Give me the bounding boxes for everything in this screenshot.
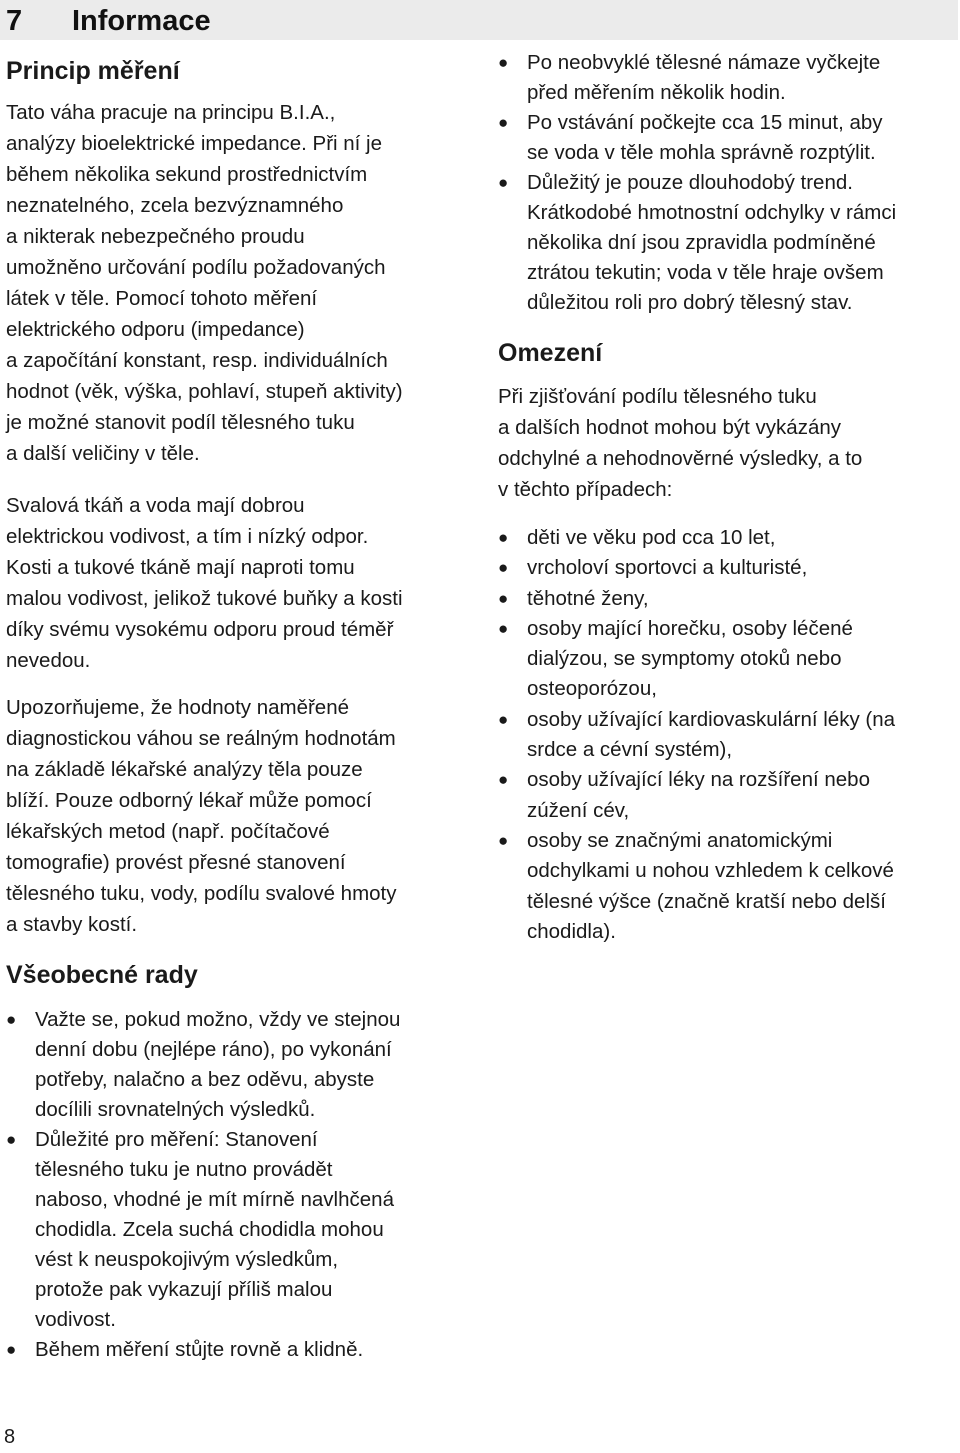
text-line: umožněno určování podílu požadovaných [6,256,386,279]
text-line: těhotné ženy, [527,586,649,610]
text-line: odchylkami u nohou vzhledem k celkové [527,859,894,883]
text-line: elektrického odporu (impedance) [6,318,305,341]
text-line: a dalších hodnot mohou být vykázány [498,416,842,439]
text-line: látek v těle. Pomocí tohoto měření [6,287,318,310]
text-line: v těchto případech: [498,478,673,501]
text-line: několika dní jsou zpravidla podmíněné [527,231,876,254]
text-line: je možné stanovit podíl tělesného tuku [6,411,355,434]
bullet-icon: ● [498,558,509,578]
text-line: osteoporózou, [527,677,657,701]
principle-paragraph-1 [6,97,403,469]
text-line: a nikterak nebezpečného proudu [6,225,305,248]
bullet-icon: ● [6,1130,17,1149]
bullet-icon: ● [498,618,509,638]
text-line: analýzy bioelektrické impedance. Při ní je [6,132,383,155]
text-line: tělesného tuku je nutno provádět [35,1158,333,1181]
principle-paragraph-2 [6,490,403,676]
chapter-number: 7 [6,5,23,37]
text-line: potřeby, nalačno a bez oděvu, abyste [35,1068,375,1091]
list-item [498,614,895,705]
text-line: blíží. Pouze odborný lékař může pomocí [6,789,372,812]
text-line: osoby užívající kardiovaskulární léky (na [527,707,896,731]
text-line: a započítání konstant, resp. individuálních [6,349,388,372]
page-number: 8 [4,1426,16,1448]
chapter-title [6,3,211,39]
text-line: Kosti a tukové tkáně mají naproti tomu [6,556,355,579]
text-line: malou vodivost, jelikož tukové buňky a kosti [6,587,403,610]
principle-paragraph-3 [6,692,397,940]
text-line: nevedou. [6,649,91,672]
bullet-icon: ● [498,709,509,729]
text-line: naboso, vhodné je mít mírně navlhčená [35,1188,394,1211]
bullet-icon: ● [498,528,509,547]
text-line: na základě lékařské analýzy těla pouze [6,758,363,781]
text-line: denní dobu (nejlépe ráno), po vykonání [35,1038,392,1061]
heading-general-tips: Všeobecné rady [6,961,198,989]
limits-list [498,523,895,947]
heading-principle: Princip měření [6,57,180,85]
text-line: a další veličiny v těle. [6,442,200,465]
text-line: hodnot (věk, výška, pohlaví, stupeň aktivity) [6,380,403,403]
heading-limits: Omezení [498,339,603,367]
measurement-tips-list [498,48,896,318]
text-line: během několika sekund prostřednictvím [6,163,368,186]
text-line: Po neobvyklé tělesné námaze vyčkejte [527,51,881,74]
bullet-icon: ● [498,770,509,790]
text-line: osoby mající horečku, osoby léčené [527,616,853,640]
text-line: Po vstávání počkejte cca 15 minut, aby [527,111,883,134]
list-item [498,765,895,826]
text-line: Važte se, pokud možno, vždy ve stejnou [35,1008,401,1031]
text-line: dialýzou, se symptomy otoků nebo [527,647,842,671]
text-line: protože pak vykazují příliš malou [35,1278,333,1301]
bullet-icon: ● [6,1010,17,1029]
bullet-icon: ● [498,830,509,850]
text-line: vodivost. [35,1308,116,1331]
chapter-title-text: Informace [72,5,211,37]
text-line: Důležitý je pouze dlouhodobý trend. [527,171,853,194]
limits-intro [498,381,862,505]
bullet-icon: ● [498,113,509,132]
text-line: děti ve věku pod cca 10 let, [527,526,776,549]
general-tips-list [6,1005,400,1365]
list-item [6,1005,400,1125]
list-item [498,523,895,553]
text-line: a stavby kostí. [6,913,138,936]
text-line: osoby se značnými anatomickými [527,828,833,852]
list-item [498,584,895,614]
list-item [6,1335,400,1365]
bullet-icon: ● [498,588,509,608]
bullet-icon: ● [498,53,509,72]
list-item [498,553,895,583]
bullet-icon: ● [498,173,509,192]
text-line: Během měření stůjte rovně a klidně. [35,1338,364,1361]
text-line: zúžení cév, [527,798,630,822]
text-line: odchylné a nehodnověrné výsledky, a to [498,447,863,470]
text-line: srdce a cévní systém), [527,738,733,762]
list-item [498,168,896,318]
text-line: důležitou roli pro dobrý tělesný stav. [527,291,853,314]
list-item [498,108,896,168]
text-line: ztrátou tekutin; voda v těle hraje ovšem [527,261,884,284]
text-line: Tato váha pracuje na principu B.I.A., [6,101,336,124]
text-line: tělesné výšce (značně kratší nebo delší [527,889,886,913]
list-item [498,826,895,947]
text-line: chodidla). [527,919,616,943]
text-line: diagnostickou váhou se reálným hodnotám [6,727,396,750]
list-item [498,48,896,108]
text-line: neznatelného, zcela bezvýznamného [6,194,344,217]
text-line: Upozorňujeme, že hodnoty naměřené [6,696,350,719]
text-line: Krátkodobé hmotnostní odchylky v rámci [527,201,897,224]
chapter-header-bar [0,0,958,40]
text-line: před měřením několik hodin. [527,81,786,104]
list-item [6,1125,400,1335]
text-line: Svalová tkáň a voda mají dobrou [6,494,305,517]
text-line: osoby užívající léky na rozšíření nebo [527,768,870,792]
text-line: Při zjišťování podílu tělesného tuku [498,385,817,408]
text-line: chodidla. Zcela suchá chodidla mohou [35,1218,384,1241]
text-line: Důležité pro měření: Stanovení [35,1128,318,1151]
text-line: docílili srovnatelných výsledků. [35,1098,316,1121]
text-line: tomografie) provést přesné stanovení [6,851,346,874]
text-line: vrcholoví sportovci a kulturisté, [527,556,808,580]
text-line: se voda v těle mohla správně rozptýlit. [527,141,876,164]
text-line: lékařských metod (např. počítačové [6,820,330,843]
bullet-icon: ● [6,1340,17,1359]
list-item [498,705,895,766]
text-line: díky svému vysokému odporu proud téměř [6,618,394,641]
text-line: vést k neuspokojivým výsledkům, [35,1248,339,1271]
text-line: elektrickou vodivost, a tím i nízký odpor. [6,525,369,548]
text-line: tělesného tuku, vody, podílu svalové hmoty [6,882,397,905]
